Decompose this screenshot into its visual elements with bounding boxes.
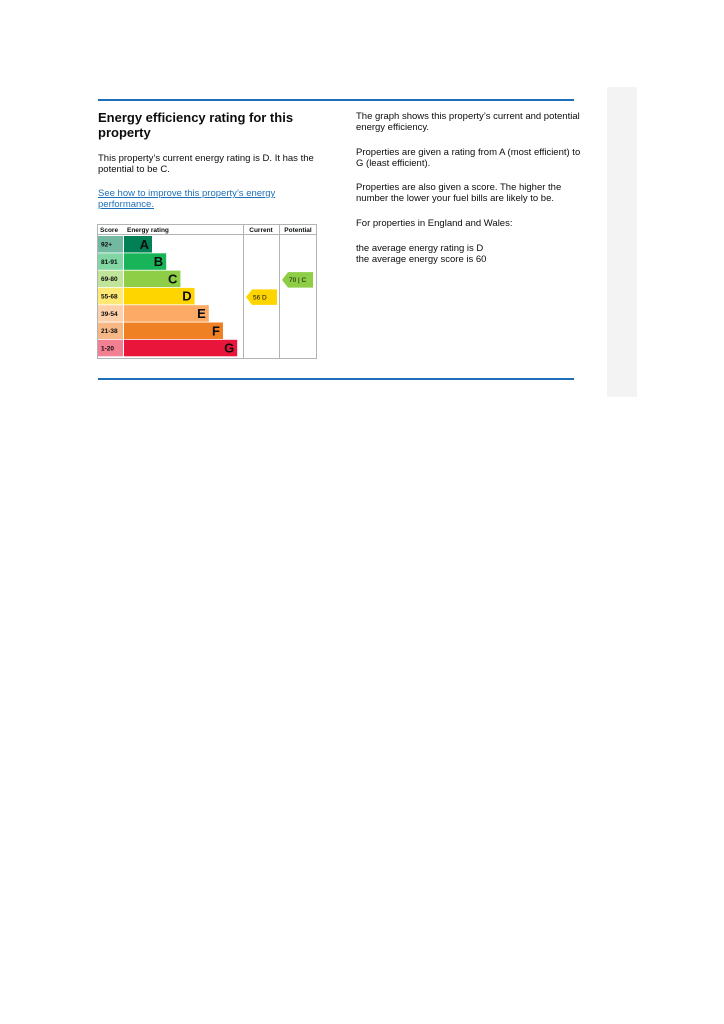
- band-letter-g: G: [224, 340, 235, 356]
- rating-explanation: Properties are given a rating from A (most efficient) to G (least efficient).: [356, 147, 581, 169]
- band-range-c: 69-80: [101, 276, 118, 284]
- average-rating: the average energy rating is D: [356, 243, 484, 254]
- page-title: Energy efficiency rating for this property: [98, 110, 294, 140]
- band-range-d: 55-68: [101, 293, 118, 301]
- graph-explanation: The graph shows this property’s current and potential energy efficiency.: [356, 111, 580, 133]
- improve-performance-link[interactable]: See how to improve this property’s energy performance.: [98, 188, 276, 210]
- top-divider: [98, 99, 574, 101]
- band-range-b: 81-91: [101, 258, 118, 266]
- right-sidebar: [607, 87, 637, 397]
- region-note: For properties in England and Wales:: [356, 218, 513, 229]
- band-letter-f: F: [212, 323, 220, 339]
- band-range-f: 21-38: [101, 328, 118, 336]
- score-header: Score: [100, 227, 119, 234]
- current-header: Current: [249, 227, 273, 234]
- energy-rating-chart: [97, 224, 319, 360]
- bottom-divider: [98, 378, 574, 380]
- rating-header: Energy rating: [127, 227, 169, 234]
- band-letter-c: C: [168, 271, 178, 287]
- band-range-g: 1-20: [101, 345, 115, 353]
- band-bar-g: [124, 340, 237, 357]
- band-letter-d: D: [182, 288, 192, 304]
- band-letter-e: E: [197, 305, 206, 321]
- potential-header: Potential: [284, 227, 312, 234]
- average-stats: [356, 243, 581, 265]
- average-score: the average energy score is 60: [356, 254, 487, 265]
- band-bar-e: [124, 305, 209, 322]
- score-explanation: Properties are also given a score. The higher the number the lower your fuel bills are likely to be.: [356, 182, 562, 204]
- band-letter-a: A: [139, 236, 149, 252]
- current-rating-label: 56 D: [253, 294, 267, 302]
- band-range-a: 92+: [101, 241, 113, 249]
- potential-rating-label: 70 | C: [289, 277, 307, 285]
- band-range-e: 39-54: [101, 310, 118, 318]
- band-bar-f: [124, 323, 223, 340]
- band-letter-b: B: [153, 254, 164, 270]
- rating-summary: This property’s current energy rating is D. It has the potential to be C.: [98, 153, 314, 175]
